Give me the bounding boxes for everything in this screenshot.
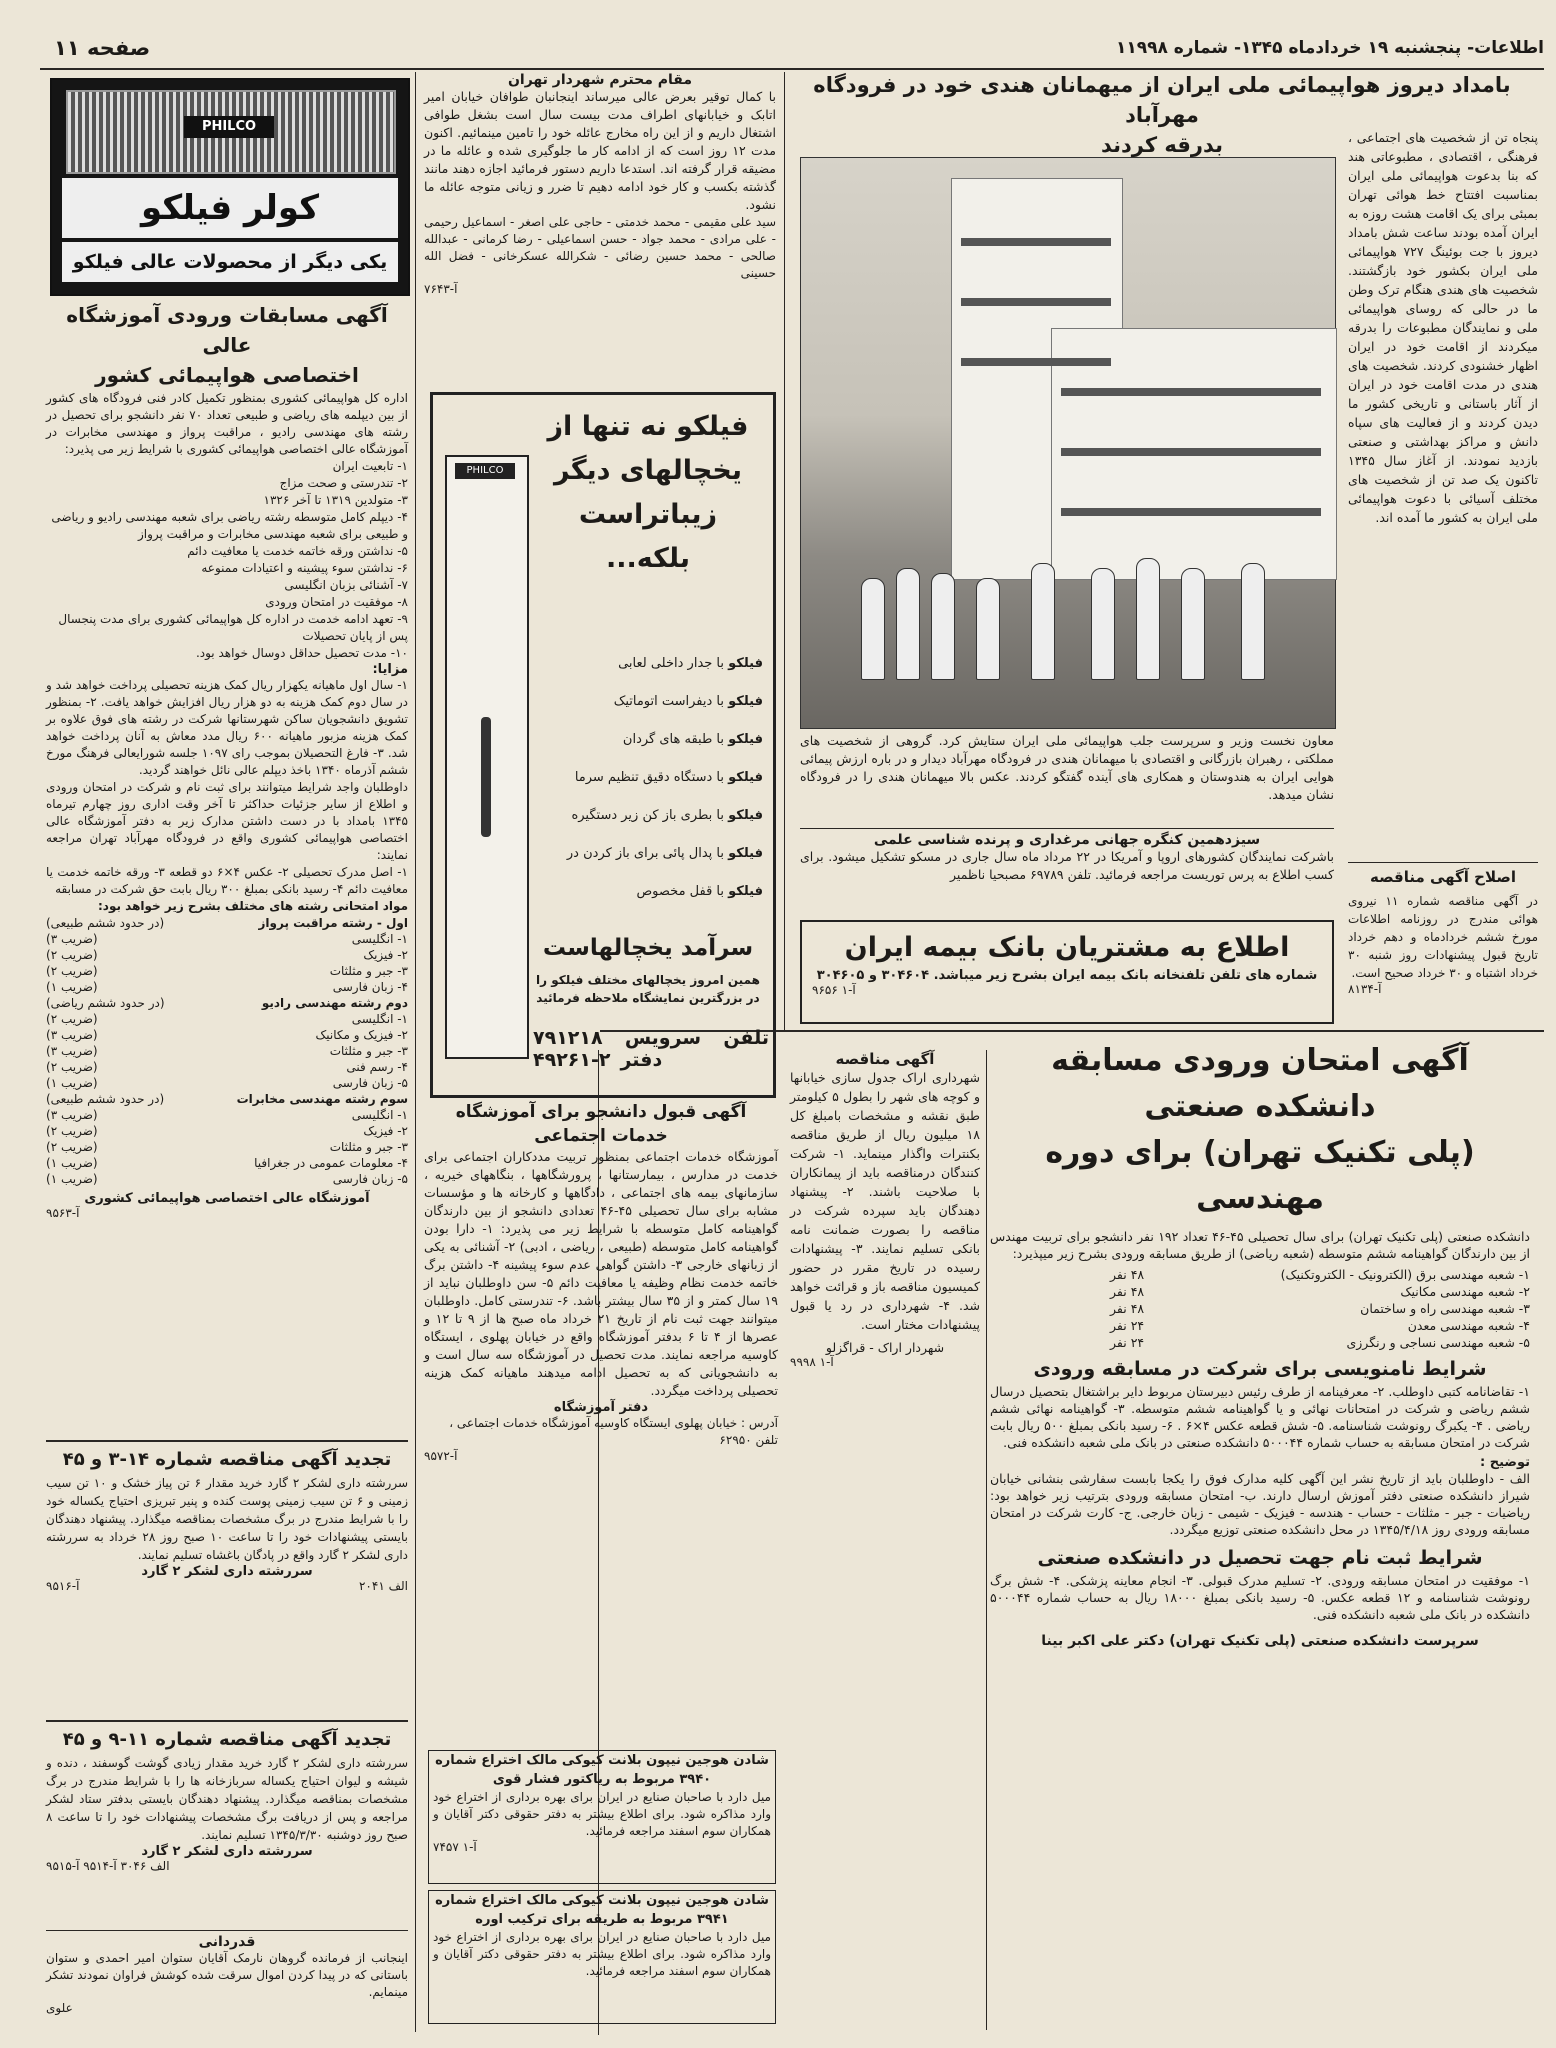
person [976, 578, 1000, 680]
aviation-subjects-title: مواد امتحانی رشته های مختلف بشرح زیر خواهد بود: [98, 899, 408, 913]
cooler-brand: PHILCO [184, 116, 274, 138]
social-work-title-2: خدمات اجتماعی [534, 1126, 668, 1146]
tender-correction-title: اصلاح آگهی مناقصه [1370, 868, 1516, 886]
aviation-conditions: ۱- تابعیت ایران ۲- تندرستی و صحت مزاج ۳- متولدین ۱۳۱۹ تا آخر ۱۳۲۶ ۴- دیپلم کامل متوسطه رشته ریاضی برای شعبه مهندسی رادیو و ریاضی و طبیعی برای شعبه مهندسی مخابرات و مراقبت پرواز ۵- نداشتن ورقه خاتمه خدمت یا معافیت دائم ۶- نداشتن سوء پیشینه و اعتیادات ممنوعه ۷- آشنائی بزبان انگلیسی ۸- موفقیت در امتحان ورودی ۹- تعهد ادامه خدمت در اداره کل هواپیمائی کشوری برای مدت پنجسال پس از پایان تحصیلات ۱۰- مدت تحصیل حداقل دوسال خواهد بود. [51, 459, 408, 660]
department-row: ۱- شعبه مهندسی برق (الکترونیک - الکتروتکنیک) ۴۸ نفر [1110, 1267, 1530, 1282]
social-work-ad [424, 1100, 778, 1690]
philco-badge: PHILCO [455, 463, 515, 479]
cooler-subtitle: یکی دیگر از محصولات عالی فیلکو [62, 242, 398, 282]
letter-body: با کمال توقیر بعرض عالی میرساند اینجانبان طوافان خیابان امیر اتابک و خیابانهای اطراف مدت بیست سال است بشغل طوافی اشتغال داریم و از این راه مخارج عائله خود را تامین مینمائیم. اکنون مدت ۱۲ روز است که از ادامه کار ما جلوگیری شده و عائله ما در مضیقه قرار گرفته اند. استدعا داریم دستور فرمائید اجازه دهند مانند گذشته بکسب و کار خود ادامه دهیم تا ضرر و زیانی متوجه عائله ما نشود. [424, 89, 776, 212]
polytechnic-title-2: (پلی تکنیک تهران) برای دوره مهندسی [1045, 1135, 1475, 1216]
notes-title: توضیح : [1480, 1455, 1530, 1470]
bimeh-notice [800, 920, 1334, 1024]
patent-1-code: آ-۱ ۷۴۵۷ [433, 1840, 477, 1854]
cooler-grille [66, 90, 396, 174]
tender-correction-body: در آگهی مناقصه شماره ۱۱ نیروی هوائی مندرج در روزنامه اطلاعات مورخ ششم خردادماه و دهم خرداد تاریخ قبول پیشنهادات روز شنبه ۳۰ خرداد اشتباه و ۳۰ خرداد صحیح است. [1348, 894, 1538, 980]
exam-item: ۵- زبان فارسی (ضریب ۱) [46, 1076, 408, 1090]
bird-conference [800, 832, 1334, 912]
aviation-title-2: اختصاصی هواپیمائی کشور [95, 363, 359, 387]
fridge-feature: فیلکو با پدال پائی برای باز کردن در [566, 846, 763, 861]
letter-names: سید علی مقیمی - محمد خدمتی - حاجی علی اصغر - اسماعیل رحیمی - علی مرادی - محمد جواد - حسن اسماعیلی - رضا کرمانی - عبدالله صالحی - محمد حسین رضائی - شکرالله عسکرخانی - فضل الله حسینی [424, 215, 776, 280]
aviation-apply: داوطلبان واجد شرایط میتوانند برای ثبت نام و شرکت در امتحان ورودی و اطلاع از سایر جزئیات حداکثر تا آخر وقت اداری روز چهارم تیرماه ۱۳۴۵ بامداد با در دست داشتن مدارک زیر به دفتر آموزشگاه عالی اختصاصی هواپیمائی کشوری واقع در فرودگاه مهرآباد تهران مراجعه نمایند: [46, 780, 408, 862]
fridge-feature: فیلکو با طبقه های گردان [622, 732, 763, 747]
fridge-feature: فیلکو با جدار داخلی لعابی [618, 656, 763, 671]
exam-item: ۳- جبر و مثلثات (ضریب ۲) [46, 964, 408, 978]
letter-code: آ-۷۶۴۳ [424, 282, 458, 296]
conditions-body: ۱- تقاضانامه کتبی داوطلب. ۲- معرفینامه از طرف رئیس دبیرستان مربوط دایر براشتغال بتحصیل درسال ششم ریاضی و شرکت در امتحانات نهائی و یا گواهینامه ششم متوسطه. ۳- گواهینامه نهائی ششم ریاضی . ۴- یکبرگ رونوشت شناسنامه. ۵- شش قطعه عکس ۴×۶ . ۶- رسید بانکی بمبلغ ۵۰۰ ریال بابت شرکت در امتحان مسابقه به حساب شماره ۵۰۰۰۴۴ دانشکده صنعتی در بانک ملی شعبه دانشکده فنی. [990, 1384, 1530, 1450]
conditions-title: شرایط نامنویسی برای شرکت در مسابقه ورودی [1033, 1358, 1487, 1380]
exam-item: ۲- فیزیک (ضریب ۲) [46, 948, 408, 962]
aviation-signature: آموزشگاه عالی اختصاصی هواپیمائی کشوری [84, 1191, 370, 1206]
fridge-feature: فیلکو با بطری باز کن زیر دستگیره [571, 808, 763, 823]
letter-title: مقام محترم شهردار تهران [507, 72, 693, 88]
bird-conference-body: باشرکت نمایندگان کشورهای اروپا و آمریکا در ۲۲ مرداد ماه سال جاری در مسکو تشکیل میشود. برای کسب اطلاع به پرس توریست مراجعه فرمائید. تلفن ۶۹۷۸۹ مصبحیا ناظمیر [800, 849, 1334, 882]
person [1031, 563, 1055, 680]
patent-1-title: شادن هوجین نیپون بلانت کیوکی مالک اختراع شماره ۳۹۴۰ مربوط به ریاکتور فشار قوی [435, 1753, 769, 1787]
thanks-body: اینجانب از فرمانده گروهان نارمک آقایان ستوان امیر احمدی و ستوان باستانی که در پیدا کردن اموال سرقت شده کوشش فراوان نمودند تشکر مینمایم. [46, 1951, 408, 1999]
tehran-mayor-letter [424, 72, 776, 382]
arak-tender [790, 1050, 980, 2030]
exam-item: ۳- جبر و مثلثات (ضریب ۲) [46, 1140, 408, 1154]
exam-item: ۴- زبان فارسی (ضریب ۱) [46, 980, 408, 994]
person [931, 573, 955, 680]
person [1241, 563, 1265, 680]
arak-tender-body: شهرداری اراک جدول سازی خیابانها و کوچه های شهر را بطول ۵ کیلومتر طبق نقشه و مشخصات بامبلغ کل ۱۸ میلیون ریال از طریق مناقصه بکنترات واگذار مینماید. ۱- شرکت کنندگان درمناقصه باید از پیمانکاران با صلاحیت باشند. ۲- پیشنهاد دهندگان باید سپرده شرکت در مناقصه را بصورت ضمانت نامه بانکی تسلیم نمایند. ۳- پیشنهادات رسیده در تاریخ مقرر در حضور کمیسیون مناقصه باز و قرائت خواهد شد. ۴- شهرداری در رد یا قبول پیشنهادات مختار است. [790, 1070, 981, 1332]
exam-section: سوم رشته مهندسی مخابرات (در حدود ششم طبیعی) ۱- انگلیسی (ضریب ۳) ۲- فیزیک (ضریب ۲) ۳- جبر و مثلثات (ضریب ۲) ۴- معلومات عمومی در جغرافیا (ضریب ۱) ۵- زبان فارسی (ضریب ۱) [46, 1092, 408, 1186]
department-row: ۵- شعبه مهندسی نساجی و رنگرزی ۲۴ نفر [1110, 1335, 1530, 1350]
person [861, 578, 885, 680]
army-tender-1 [46, 1446, 408, 1716]
fridge-illustration [445, 455, 529, 1059]
registration-body: ۱- موفقیت در امتحان مسابقه ورودی. ۲- تسلیم مدرک قبولی. ۳- انجام معاینه پزشکی. ۴- شش برگ رونوشت شناسنامه و ۱۲ قطعه عکس. ۵- رسید بانکی بمبلغ ۱۸۰۰۰ ریال به حساب شماره ۵۰۰۰۴۴ دانشکده در بانک ملی شعبه دانشکده فنی. [990, 1573, 1530, 1622]
exam-item: ۴- معلومات عمومی در جغرافیا (ضریب ۱) [46, 1156, 408, 1170]
social-work-title-1: آگهی قبول دانشجو برای آموزشگاه [455, 1102, 747, 1122]
tender-correction [1348, 868, 1538, 1018]
aviation-title-1: آگهی مسابقات ورودی آموزشگاه عالی [66, 303, 388, 357]
fridge-headline: فیلکو نه تنها از یخچالهای دیگر زیباتراست بلکه... [547, 411, 749, 574]
aviation-school-ad [46, 300, 408, 1355]
column-rule [415, 72, 416, 2032]
bimeh-line: شماره های تلفن تلفنخانه بانک بیمه ایران بشرح زیر میباشد. ۳۰۴۶۰۴ و ۳۰۴۶۰۵ [816, 968, 1318, 983]
social-work-body: آموزشگاه خدمات اجتماعی بمنظور تربیت مددکاران اجتماعی برای خدمت در مدارس ، بیمارستانها ، پرورشگاهها ، بنگاههای خیریه ، سازمانهای بیمه های اجتماعی ، دادگاهها و کارخانه ها و مؤسسات مشابه برای سال تحصیلی ۴۵-۴۶ تعدادی دانشجو از بین دارندگان گواهینامه کامل متوسطه با شرایط زیر می پذیرد: ۱- دارا بودن گواهینامه کامل متوسطه (طبیعی ، ریاضی ، ادبی) ۲- آشنائی به یکی از زبانهای خارجی ۳- داشتن گواهی عدم سوء پیشینه ۴- داشتن برگ خاتمه خدمت نظام وظیفه یا معافیت دائم ۵- سن داوطلبان نباید از ۱۹ سال کمتر و از ۳۵ سال بیشتر باشد. ۶- تندرستی کامل. داوطلبان میتوانند جهت ثبت نام از تاریخ ۲۱ خرداد ماه صبح ها از ۹ تا ۱۲ و عصرها از ۴ تا ۶ بدفتر آموزشگاه واقع در خیابان پهلوی ، ایستگاه کاوسیه مراجعه نمایند. مدت تحصیل در آموزشگاه سه سال است و به دانشجویانی که به تحصیل ادامه میدهند ماهیانه کمک هزینه تحصیلی پرداخت میگردد. [424, 1149, 779, 1398]
department-row: ۳- شعبه مهندسی راه و ساختمان ۴۸ نفر [1110, 1301, 1530, 1316]
social-work-address: آدرس : خیابان پهلوی ایستگاه کاوسیه آموزشگاه خدمات اجتماعی ، تلفن ۶۲۹۵۰ [449, 1416, 778, 1447]
patent-notice-2 [428, 1890, 776, 2024]
aviation-benefits: ۱- سال اول ماهیانه یکهزار ریال کمک هزینه تحصیلی پرداخت خواهد شد و در سال دوم کمک هزینه به دو هزار ریال افزایش خواهد یافت. ۲- بمنظور تشویق دانشجویان ساکن شهرستانها شرکت در رشته های فوق علاوه بر کمک هزینه مزبور ماهیانه ۶۰۰ ریال مدد معاش به آنان پرداخت خواهد شد. ۳- فارغ التحصیلان بموجب رای ۱۰۹۷ جلسه شورایعالی فرهنگ مورخ ششم آذرماه ۱۳۴۰ باخذ دیپلم عالی نائل خواهند گردید. [46, 678, 409, 777]
cooler-title: کولر فیلکو [62, 178, 398, 238]
army-tender-2-signature: سررشته داری لشکر ۲ گارد [141, 1844, 313, 1859]
exam-item: ۱- انگلیسی (ضریب ۲) [46, 1012, 408, 1026]
exam-item: ۲- فیزیک و مکانیک (ضریب ۳) [46, 1028, 408, 1042]
polytechnic-ad [990, 1038, 1530, 2023]
person [1136, 558, 1160, 680]
airport-headline-line2: بدرقه کردند [1101, 133, 1223, 157]
exam-item: ۱- انگلیسی (ضریب ۳) [46, 932, 408, 946]
fridge-tagline: سرآمد یخچالهاست [542, 935, 754, 961]
airport-headline-line1: بامداد دیروز هواپیمائی ملی ایران از میهمانان هندی خود در فرودگاه مهرآباد [813, 73, 1511, 127]
page-header-right: اطلاعات- پنجشنبه ۱۹ خردادماه ۱۳۴۵- شماره ۱۱۹۹۸ [1115, 38, 1544, 58]
person [896, 568, 920, 680]
polytechnic-title-1: آگهی امتحان ورودی مسابقه دانشکده صنعتی [1051, 1043, 1469, 1124]
army-tender-1-codes: الف ۲۰۴۱ آ-۹۵۱۶ [46, 1579, 408, 1593]
airport-headline [792, 70, 1532, 157]
bimeh-code: آ-۱ ۹۶۵۶ [812, 983, 856, 997]
fridge-handle-icon [481, 717, 491, 837]
army-tender-2-title: تجدید آگهی مناقصه شماره ۱۱-۹ و ۴۵ [62, 1729, 392, 1750]
tender-correction-code: آ-۸۱۳۴ [1348, 982, 1382, 996]
bimeh-title: اطلاع به مشتریان بانک بیمه ایران [844, 932, 1290, 963]
arak-tender-signature: شهردار اراک - قراگزلو [825, 1340, 945, 1355]
exam-item: ۱- انگلیسی (ضریب ۳) [46, 1108, 408, 1122]
registration-title: شرایط ثبت نام جهت تحصیل در دانشکده صنعتی [1037, 1547, 1483, 1569]
exam-item: ۲- فیزیک (ضریب ۲) [46, 1124, 408, 1138]
army-tender-1-signature: سررشته داری لشکر ۲ گارد [141, 1564, 313, 1579]
bird-conference-title: سیزدهمین کنگره جهانی مرغداری و پرنده شناسی علمی [873, 832, 1261, 848]
patent-notice-1 [428, 1750, 776, 1884]
thanks-title: قدردانی [198, 1934, 256, 1950]
aviation-code: آ-۹۵۶۳ [46, 1206, 80, 1220]
aviation-benefits-title: مزایا: [372, 662, 408, 677]
polytechnic-intro: دانشکده صنعتی (پلی تکنیک تهران) برای سال تحصیلی ۴۵-۴۶ تعداد ۱۹۲ نفر دانشجو برای تربیت مهندس از بین دارندگان گواهینامه ششم متوسطه (شعبه ریاضی) از طریق مسابقه ورودی بشرح زیر میپذیرد: [990, 1229, 1530, 1261]
polytechnic-signature: سرپرست دانشکده صنعتی (پلی تکنیک تهران) دکتر علی اکبر بینا [1041, 1633, 1479, 1649]
philco-fridge-ad [430, 392, 776, 1098]
army-tender-2-body: سررشته داری لشکر ۲ گارد خرید مقدار زیادی گوشت گوسفند ، دنده و شیشه و لیوان احتیاج یکساله سربازخانه ها را با شرایط مندرج در برگ مشخصات بمناقصه میگذارد. پیشنهاد دهندگان بایستی بدفتر ستاد لشکر مراجعه و پس از دریافت برگ مشخصات پیشنهادات خود را تا ساعت ۸ صبح روز دوشنبه ۱۳۴۵/۳/۳۰ تسلیم نمایند. [46, 1756, 408, 1842]
army-tender-2 [46, 1726, 408, 1926]
column-rule [784, 72, 785, 1032]
page-number: صفحه ۱۱ [54, 36, 151, 60]
exam-item: ۴- رسم فنی (ضریب ۲) [46, 1060, 408, 1074]
department-list [990, 1266, 1530, 1351]
army-tender-1-body: سررشته داری لشکر ۲ گارد خرید مقدار ۶ تن پیاز خشک و ۱۰ تن سیب زمینی و ۶ تن سیب زمینی پوست کنده و پنیر تبریزی احتیاج یکساله خود را با شرایط مندرج در برگ مشخصات بمناقصه میگذارد. پیشنهاد دهندگان بایستی پیشنهادات خود را تا ساعت ۱۰ صبح روز ۲۸ خرداد به سررشته داری لشکر ۲ گارد واقع در پادگان باغشاه تسلیم نمایند. [46, 1476, 409, 1562]
arak-tender-code: آ-۱ ۹۹۹۸ [790, 1355, 834, 1369]
department-row: ۴- شعبه مهندسی معدن ۲۴ نفر [1110, 1318, 1530, 1333]
army-tender-2-codes: الف ۳۰۴۶ آ-۹۵۱۴ آ-۹۵۱۵ [46, 1859, 170, 1873]
fridge-feature: فیلکو با دیفراست اتوماتیک [613, 694, 763, 709]
exam-section: دوم رشته مهندسی رادیو (در حدود ششم ریاضی) ۱- انگلیسی (ضریب ۲) ۲- فیزیک و مکانیک (ضریب ۳) ۳- جبر و مثلثات (ضریب ۳) ۴- رسم فنی (ضریب ۲) ۵- زبان فارسی (ضریب ۱) [46, 996, 408, 1090]
aviation-documents: ۱- اصل مدرک تحصیلی ۲- عکس ۴×۶ دو قطعه ۳- ورقه خاتمه خدمت یا معافیت دائم ۴- رسید بانکی بمبلغ ۳۰۰ ریال بابت حق شرکت در مسابقه [46, 865, 408, 896]
thanks-notice [46, 1934, 408, 2034]
philco-cooler-ad [50, 78, 410, 296]
person [1181, 568, 1205, 680]
department-row: ۲- شعبه مهندسی مکانیک ۴۸ نفر [1110, 1284, 1530, 1299]
service-phone: تلفن سرویس ۷۹۱۲۱۸ [533, 1027, 769, 1049]
office-phone: دفتر ۴۹۲۶۱-۲ [533, 1049, 663, 1071]
thanks-signature: علوی [46, 2001, 73, 2015]
exam-item: ۳- جبر و مثلثات (ضریب ۳) [46, 1044, 408, 1058]
fridge-feature: فیلکو با قفل مخصوص [636, 884, 763, 899]
social-work-signature: دفتر آموزشگاه [553, 1400, 649, 1415]
fridge-visit: همین امروز یخچالهای مختلف فیلکو را در بزرگترین نمایشگاه ملاحظه فرمائید [536, 973, 760, 1005]
photo-caption: معاون نخست وزیر و سرپرست جلب هواپیمائی ملی ایران ستایش کرد. گروهی از شخصیت های مملکتی ، رهبران بازرگانی و اقتصادی با میهمانان هندی در فرودگاه مهرآباد دیدار و در باره ارزش پیمائی هوایی ایران به هندوستان و همکاری های آینده گفتگو کردند. عکس بالا میهمانان هندی را در فرودگاه نشان میدهد. [800, 733, 1334, 802]
patent-2-title: شادن هوجین نیپون بلانت کیوکی مالک اختراع شماره ۳۹۴۱ مربوط به طریقه برای ترکیب اوره [435, 1893, 769, 1927]
airport-body: پنجاه تن از شخصیت های اجتماعی ، فرهنگی ، اقتصادی ، مطبوعاتی هند که بنا بدعوت هواپیمائی ملی ایران بمناسبت افتتاح خط هوائی تهران بمبئی برای یک اقامت هشت روزه به ایران آمده بودند ساعت شش بامداد دیروز با جت بوئینگ ۷۲۷ هواپیمائی ملی ایران بکشور خود بازگشتند. شخصیت های هندی هنگام ترک وطن ما در حالی که روسای هواپیمائی ملی و نمایندگان مطبوعات را بدرقه میکردند از اقامت خود در ایران اظهار خشنودی کردند. شخصیت های هندی در مدت اقامت خود در ایران از آثار باستانی و تاریخی کشور ما دیدن کردند و از فعالیت های سپاه دانش و مراکز بهداشتی و صنعتی بازدید نمودند. از آغاز سال ۱۳۴۵ تاکنون یک صد تن از شخصیت های مختلف آسیائی با دعوت هواپیمائی ملی ایران به کشور ما آمده اند. [1348, 130, 1538, 525]
fridge-feature: فیلکو با دستگاه دقیق تنظیم سرما [574, 770, 763, 785]
airport-photo [800, 157, 1336, 729]
notes-body: الف - داوطلبان باید از تاریخ نشر این آگهی کلیه مدارک فوق را یکجا بابست سفارشی بنشانی خیابان شیراز دانشکده صنعتی دفتر آموزش ارسال دارند. ب- امتحان مسابقه ورودی بترتیب زیر خواهد بود: ریاضیات - جبر - مثلثات - حساب - هندسه - فیزیک - شیمی - زبان خارجی. ج- کارت شرکت در امتحان مسابقه ورودی روز ۱۳۴۵/۴/۱۸ در محل دانشکده صنعتی توزیع میگردد. [990, 1471, 1530, 1537]
fridge-phones [533, 1027, 769, 1089]
arak-tender-title: آگهی مناقصه [835, 1050, 935, 1068]
exam-item: ۵- زبان فارسی (ضریب ۱) [46, 1172, 408, 1186]
person [1091, 568, 1115, 680]
army-tender-1-title: تجدید آگهی مناقصه شماره ۱۴-۳ و ۴۵ [62, 1449, 392, 1470]
aviation-body: اداره کل هواپیمائی کشوری بمنظور تکمیل کادر فنی فرودگاه های کشور از بین دیپلمه های ریاضی و طبیعی تعداد ۷۰ نفر دانشجو برای تحصیل در رشته های مهندسی رادیو ، مراقبت پرواز و مهندسی مخابرات در آموزشگاه عالی اختصاصی هواپیمائی کشوری با شرایط زیر می پذیرد: [46, 391, 408, 456]
fridge-features [533, 645, 763, 925]
social-work-code: آ-۹۵۷۲ [424, 1449, 458, 1463]
exam-section: اول - رشته مراقبت پرواز (در حدود ششم طبیعی) ۱- انگلیسی (ضریب ۳) ۲- فیزیک (ضریب ۲) ۳- جبر و مثلثات (ضریب ۲) ۴- زبان فارسی (ضریب ۱) [46, 916, 408, 994]
patent-2-body: میل دارد با صاحبان صنایع در ایران برای بهره برداری از اختراع خود وارد مذاکره شود. برای اطلاع بیشتر به دفتر حقوقی دکتر آقایان و همکاران سوم اسفند مراجعه فرمائید. [433, 1930, 771, 1978]
patent-1-body: میل دارد با صاحبان صنایع در ایران برای بهره برداری از اختراع خود وارد مذاکره شود. برای اطلاع بیشتر به دفتر حقوقی دکتر آقایان و همکاران سوم اسفند مراجعه فرمائید. [433, 1790, 771, 1838]
